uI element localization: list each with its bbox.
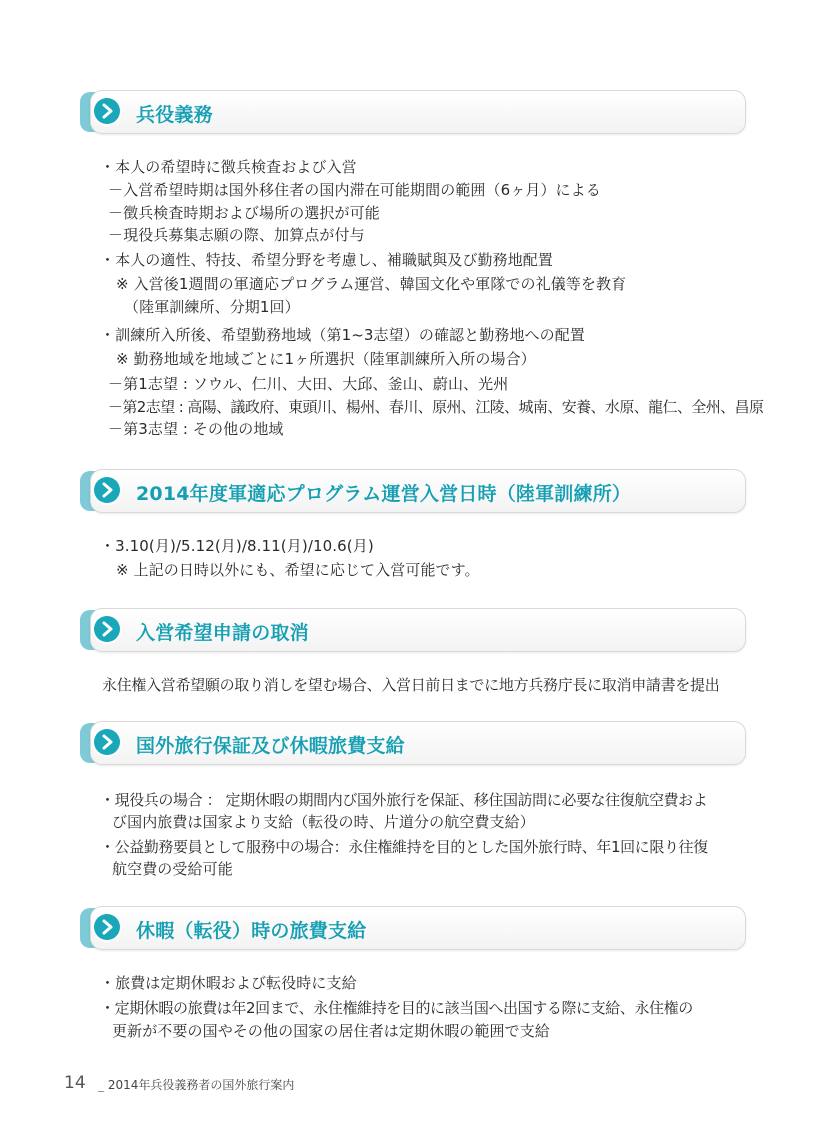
footer-separator: _ xyxy=(98,1078,104,1092)
chevron-right-circle-icon xyxy=(94,914,120,940)
section-title: 国外旅行保証及び休暇旅費支給 xyxy=(136,735,405,757)
note-item: ※ 上記の日時以外にも、希望に応じて入営可能です。 xyxy=(116,561,480,579)
section-header-program-dates xyxy=(80,469,746,513)
note-item: ※ 勤務地域を地域ごとに1ヶ所選択（陸軍訓練所入所の場合） xyxy=(116,350,536,368)
list-subitem: －第3志望 : その他の地域 xyxy=(108,420,284,438)
note-continuation: （陸軍訓練所、分期1回） xyxy=(124,298,300,316)
footer-title xyxy=(98,1076,294,1093)
section-title: 2014年度軍適応プログラム運営入営日時（陸軍訓練所） xyxy=(136,483,632,505)
section-title: 入営希望申請の取消 xyxy=(136,622,309,644)
chevron-right-circle-icon xyxy=(94,98,120,124)
list-subitem: －入営希望時期は国外移住者の国内滞在可能期間の範囲（6ヶ月）による xyxy=(108,181,601,199)
list-item: ・公益勤務要員として服務中の場合：永住権維持を目的とした国外旅行時、年1回に限り往復 xyxy=(100,838,708,856)
list-subitem: －第2志望 : 高陽、議政府、東頭川、楊州、春川、原州、江陵、城南、安養、水原、龍仁、全州、昌原 xyxy=(108,398,764,416)
section-header-military-duty xyxy=(80,90,746,134)
list-item: ・現役兵の場合 ： 定期休暇の期間内び国外旅行を保証、移住国訪問に必要な往復航空費およ xyxy=(100,791,708,809)
note-item: ※ 入営後1週間の軍適応プログラム運営、韓国文化や軍隊での礼儀等を教育 xyxy=(116,275,627,293)
list-continuation: 更新が不要の国やその他の国家の居住者は定期休暇の範囲で支給 xyxy=(112,1022,550,1040)
list-item: ・本人の適性、特技、希望分野を考慮し、補職賦與及び勤務地配置 xyxy=(100,251,554,269)
list-item: ・本人の希望時に徴兵検査および入営 xyxy=(100,158,357,176)
section-header-vacation-travel xyxy=(80,906,746,950)
paragraph: 永住権入営希望願の取り消しを望む場合、入営日前日までに地方兵務庁長に取消申請書を提出 xyxy=(102,676,720,694)
footer-title-text: 2014年兵役義務者の国外旅行案内 xyxy=(107,1078,295,1092)
list-item: ・訓練所入所後、希望勤務地域（第1~3志望）の確認と勤務地への配置 xyxy=(100,326,585,344)
page-number: 14 xyxy=(64,1073,86,1093)
list-item: ・旅費は定期休暇および転役時に支給 xyxy=(100,974,357,992)
section-title: 兵役義務 xyxy=(136,104,213,126)
list-subitem: －現役兵募集志願の際、加算点が付与 xyxy=(108,226,365,244)
list-item: ・定期休暇の旅費は年2回まで、永住権維持を目的に該当国へ出国する際に支給、永住権の xyxy=(100,999,693,1017)
list-continuation: 航空費の受給可能 xyxy=(112,860,233,878)
section-title: 休暇（転役）時の旅費支給 xyxy=(136,920,367,942)
chevron-right-circle-icon xyxy=(94,477,120,503)
list-continuation: び国内旅費は国家より支給（転役の時、片道分の航空費支給） xyxy=(112,813,535,831)
section-header-travel-guarantee xyxy=(80,721,746,765)
section-header-cancellation xyxy=(80,608,746,652)
list-item: ・3.10(月)/5.12(月)/8.11(月)/10.6(月) xyxy=(100,537,374,555)
chevron-right-circle-icon xyxy=(94,729,120,755)
chevron-right-circle-icon xyxy=(94,616,120,642)
list-subitem: －第1志望 : ソウル、仁川、大田、大邱、釜山、蔚山、光州 xyxy=(108,375,509,393)
list-subitem: －徴兵検査時期および場所の選択が可能 xyxy=(108,204,380,222)
